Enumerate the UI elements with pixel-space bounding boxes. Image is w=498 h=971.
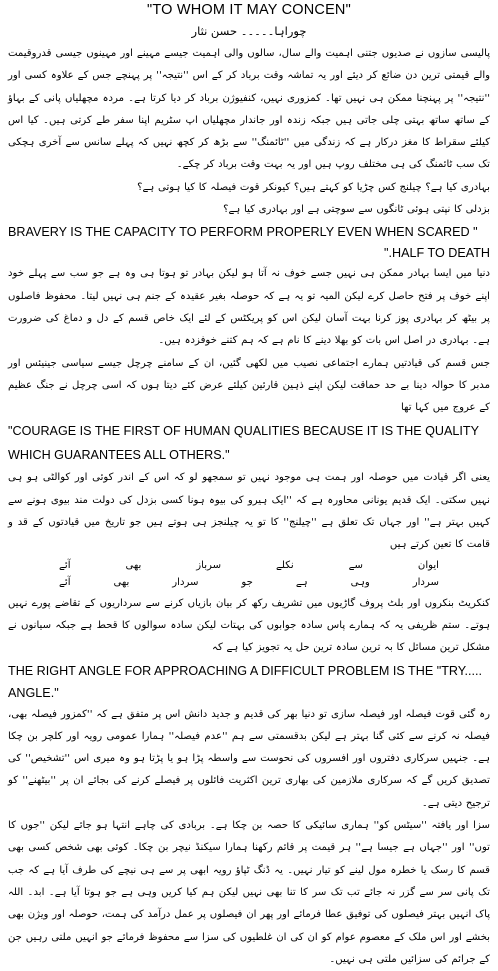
verse-word: سے: [348, 559, 363, 571]
english-quote-angle-line-1: THE RIGHT ANGLE FOR APPROACHING A DIFFICULT PROBLEM IS THE "TRY.....: [8, 663, 483, 678]
verse-word: آئے: [59, 576, 71, 588]
verse-word: بھی: [113, 576, 130, 588]
article-title: "TO WHOM IT MAY CONCEN": [147, 2, 351, 18]
verse-word: سرباز: [196, 559, 222, 571]
urdu-question-2: بزدلی کا نپتی ہوئی ٹانگوں سے سوچتی ہے اور بہادری کیا ہے؟: [223, 204, 490, 216]
verse-word: جو: [241, 576, 253, 588]
urdu-paragraph-intro: پالیسی سازوں نے صدیوں جتنی اہمیت والے سال، سالوں والی اہمیت جیسے مہینے اور مہینوں جیسی قدروقیمت والے قیمتی ترین دن ضائع کر دیئے اور یہ تماشہ وقت برباد کر کے اس ''نتیجہ'' پر پہنچے جس کے علاوہ کسی اور ''نتیجہ'' پر پہنچنا ممکن ہی نہیں تھا۔ کمزوری نہیں، کنفیوژن برباد کر دیا کرتا ہے۔ مردہ مچھلیاں پانی کے بہاؤ کے ساتھ ساتھ بہتی چلی جاتی ہیں جبکہ زندہ اور جاندار مچھلیاں اپ سٹریم اپنا سفر طے کرتی ہیں۔ کیا اس کیلئے سقراط کا مغز درکار ہے کہ زندگی میں ''ٹائمنگ'' سے بڑھ کر کچھ نہیں کہ پہلے سانس سے آخری ہچکی تک سب ٹائمنگ کی ہی مختلف روپ ہیں اور یہ بہت وقت برباد کر چکے۔: [8, 48, 490, 171]
urdu-verse-line-1: [59, 557, 439, 574]
english-quote-bravery-line-2: ".HALF TO DEATH: [384, 246, 490, 261]
english-quote-angle-line-2: ANGLE.": [8, 685, 59, 700]
english-quote-courage-line-1: "COURAGE IS THE FIRST OF HUMAN QUALITIES BECAUSE IT IS THE QUALITY: [8, 424, 479, 439]
urdu-paragraph-decision: رہ گئی قوت فیصلہ اور فیصلہ سازی تو دنیا بھر کی قدیم و جدید دانش اس پر متفق ہے کہ ''کمزور فیصلہ بھی، فیصلہ نہ کرنے سے کئی گنا بہتر ہے لیکن بدقسمتی سے ہم ''عدم فیصلہ'' ہمارا عمومی رویہ اور کلچر بن چکا ہے۔ جنہیں سرکاری دفتروں اور افسروں کی نحوست سے واسطہ پڑا ہو یا پڑتا ہو وہ میری اس ''تشخیص'' کی تصدیق کریں گے کہ سرکاری ملازمین کی بھاری ترین اکثریت فائلوں پر فیصلے کرنے کی بجائے ان پر ''بیٹھنے'' کو ترجیح دیتی ہے۔: [8, 708, 490, 809]
urdu-question-1: بہادری کیا ہے؟ چیلنج کس چڑیا کو کہتے ہیں؟ کیونکر قوت فیصلہ کا کیا ہوتی ہے؟: [137, 181, 490, 193]
article-byline: چوراہا۔۔۔۔۔ حسن نثار: [191, 24, 307, 38]
verse-word: آئے: [59, 559, 71, 571]
verse-word: ایوان: [417, 559, 439, 571]
urdu-paragraph-bravery: دنیا میں ایسا بہادر ممکن ہی نہیں جسے خوف نہ آتا ہو لیکن بہادر تو ہوتا ہی وہ ہے جو سب سے پہلے خود اپنے خوف پر فتح حاصل کرے لیکن المیہ تو یہ ہے کہ حوصلہ بغیر عقیدہ کے جنم ہی نہیں لیتا۔ محفوظ فاصلوں پر بیٹھ کر بہادری پوز کرنا بہت آسان لیکن اس کو پریکٹس کے لئے ایک خاص قسم کے دل و دماغ کی ضرورت ہے۔ بہادری در اصل اس بات کو بھلا دینے کا نام ہے کہ ہم کتنے خوفزدہ ہیں۔: [8, 268, 490, 347]
english-quote-courage-line-2: WHICH GUARANTEES ALL OTHERS.": [8, 448, 230, 463]
verse-word: وہی: [350, 576, 370, 588]
urdu-paragraph-leadership: جس قسم کی قیادتیں ہمارے اجتماعی نصیب میں لکھی گئیں، ان کے سامنے چرچل جیسے سیاسی جینیئس اور مدبر کا حوالہ دینا بے حد حماقت لیکن اپنے ذہین قارئین کیلئے عرض کئے دیتا ہوں کہ اسی چرچل نے جنگ عظیم کے عروج میں کہا تھا: [8, 357, 490, 414]
verse-word: بھی: [125, 559, 142, 571]
urdu-paragraph-closing: سزا اور یافتہ ''سیٹس کو'' ہماری سائیکی کا حصہ بن چکا ہے۔ بربادی کی چاہے انتہا ہو جائے لیکن ''جوں کا توں'' اور ''جہاں ہے جیسا ہے'' ہر قیمت پر قائم رکھنا ہمارا سیکنڈ نیچر بن چکا۔ کوئی بھی شخص کسی بھی قسم کا رسک یا خطرہ مول لینے کو تیار نہیں۔ یہ ڈنگ ٹپاؤ رویہ ابھی پر سے ہی نیچے کی طرف آیا ہے کہ جب تک پانی سر سے گزر نہ جائے تب تک سر کا تنا بھی نہیں لیکن ہم کیا کریں وہی ہے جو ہوتا آیا ہے۔ ابد۔ اللہ پاک انہیں بہتر فیصلوں کی توفیق عطا فرمائے اور پھر ان فیصلوں پر عمل درآمد کی ہمت، حوصلہ اور ویژن بھی بخشے اور اس ملک کے معصوم عوام کو ان کی ان غلطیوں کی سزا سے محفوظ فرمائے جو انہیں ملتی رہیں جن کے جرائم کی سزائیں ملتی ہی نہیں۔: [8, 820, 490, 965]
urdu-paragraph-concrete: کنکریٹ بنکروں اور بلٹ پروف گاڑیوں میں تشریف رکھ کر بیان بازیاں کرنے سے سرداریوں کے تقاضے پورے نہیں ہوتے۔ ستم ظریفی یہ کہ ہمارے پاس سادہ جوابوں کی بہتات لیکن سادہ سوالوں کا قحط ہے جبکہ سیانوں نے مشکل ترین مسائل کا بہ ترین سادہ ترین حل یہ تجویز کیا ہے کہ: [8, 597, 490, 654]
verse-word: سردار: [172, 576, 199, 588]
verse-word: سردار: [412, 576, 439, 588]
verse-word: ہے: [295, 576, 308, 588]
urdu-verse-line-2: [59, 574, 439, 591]
english-quote-bravery-line-1: BRAVERY IS THE CAPACITY TO PERFORM PROPERLY EVEN WHEN SCARED ": [8, 225, 478, 240]
verse-word: نکلے: [276, 559, 294, 571]
urdu-paragraph-courage: یعنی اگر قیادت میں حوصلہ اور ہمت ہی موجود نہیں تو سمجھو لو کہ اس کے اندر کوئی اور کوالٹی ہو ہی نہیں سکتی۔ ایک قدیم یونانی محاورہ ہے کہ ''ایک ہیرو کی بیوہ ہونا کسی بزدل کی دولت مند بیوی ہونے سے کہیں بہتر ہے'' اور جہاں تک تعلق ہے ''چیلنج'' کا تو یہ چیلنجز ہی ہوتے ہیں جو تاریخ میں قیادتوں کے قد و قامت کا تعین کرتے ہیں: [8, 472, 490, 551]
